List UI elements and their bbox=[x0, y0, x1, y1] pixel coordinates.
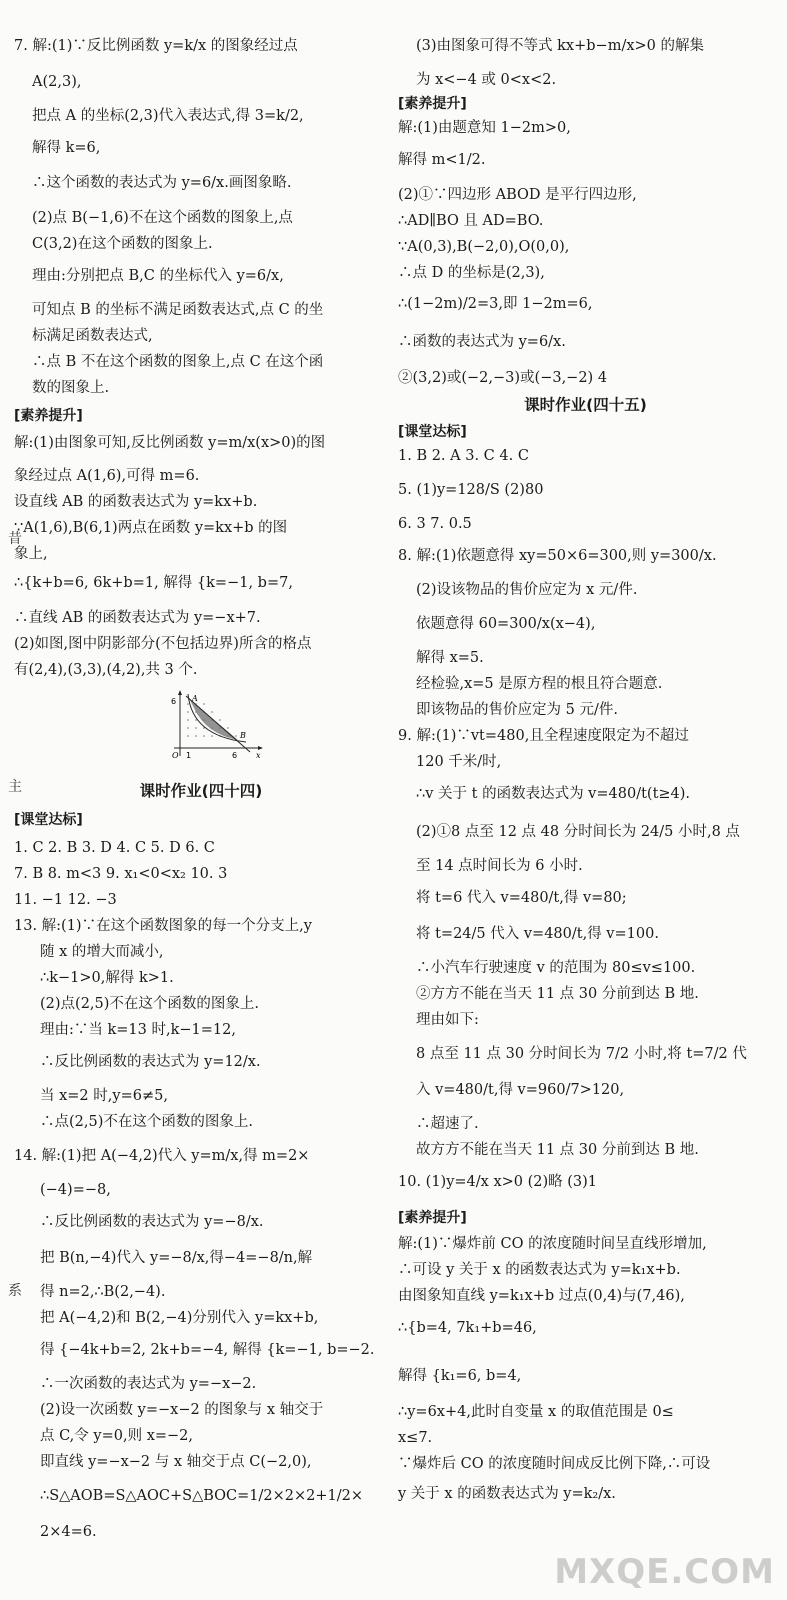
left-line: 得 {−4k+b=2, 2k+b=−4, 解得 {k=−1, b=−2. bbox=[40, 1342, 375, 1358]
right-line: 将 t=6 代入 v=480/t,得 v=80; bbox=[416, 890, 627, 906]
left-line: 11. −1 12. −3 bbox=[14, 892, 117, 908]
left-line: (2)点 B(−1,6)不在这个函数的图象上,点 bbox=[32, 210, 293, 226]
subsection-label: [素养提升] bbox=[398, 96, 467, 112]
left-line: 13. 解:(1)∵在这个函数图象的每一个分支上,y bbox=[14, 918, 312, 934]
left-line: 把 A(−4,2)和 B(2,−4)分别代入 y=kx+b, bbox=[40, 1310, 319, 1326]
left-line: 7. 解:(1)∵反比例函数 y=k/x 的图象经过点 bbox=[14, 38, 298, 54]
right-line: ∴v 关于 t 的函数表达式为 v=480/t(t≥4). bbox=[416, 786, 691, 802]
left-line: 有(2,4),(3,3),(4,2),共 3 个. bbox=[14, 662, 198, 678]
section-heading: 课时作业(四十四) bbox=[139, 782, 263, 800]
right-line: 即该物品的售价应定为 5 元/件. bbox=[416, 702, 618, 718]
left-line: 把点 A 的坐标(2,3)代入表达式,得 3=k/2, bbox=[32, 108, 304, 124]
right-line: ∵爆炸后 CO 的浓度随时间成反比例下降,∴可设 bbox=[398, 1456, 711, 1472]
right-line: ∴超速了. bbox=[416, 1116, 479, 1132]
right-line: (2)①∵四边形 ABOD 是平行四边形, bbox=[398, 187, 637, 203]
right-line: 10. (1)y=4/x x>0 (2)略 (3)1 bbox=[398, 1174, 598, 1190]
tick-label-x6: 6 bbox=[232, 751, 238, 760]
tick-label-x1: 1 bbox=[186, 751, 192, 760]
left-line: 点 C,令 y=0,则 x=−2, bbox=[40, 1428, 194, 1444]
right-line: ∴可设 y 关于 x 的函数表达式为 y=k₁x+b. bbox=[398, 1262, 681, 1278]
right-line: 至 14 点时间长为 6 小时. bbox=[416, 858, 583, 874]
left-line: C(3,2)在这个函数的图象上. bbox=[32, 236, 213, 252]
left-line: (2)设一次函数 y=−x−2 的图象与 x 轴交于 bbox=[40, 1402, 324, 1418]
left-line: ∴直线 AB 的函数表达式为 y=−x+7. bbox=[14, 610, 261, 626]
left-line: 解得 k=6, bbox=[32, 140, 101, 156]
right-line: ∴y=6x+4,此时自变量 x 的取值范围是 0≤ bbox=[398, 1404, 674, 1420]
left-line: 2×4=6. bbox=[40, 1524, 97, 1540]
right-line: (2)设该物品的售价应定为 x 元/件. bbox=[416, 582, 638, 598]
right-line: 8. 解:(1)依题意得 xy=50×6=300,则 y=300/x. bbox=[398, 548, 717, 564]
left-line: ∵A(1,6),B(6,1)两点在函数 y=kx+b 的图 bbox=[14, 520, 288, 536]
left-line: 当 x=2 时,y=6≠5, bbox=[40, 1088, 168, 1104]
left-line: A(2,3), bbox=[32, 74, 82, 90]
section-heading: 课时作业(四十五) bbox=[524, 396, 647, 414]
left-line: 设直线 AB 的函数表达式为 y=kx+b. bbox=[14, 494, 258, 510]
right-line: 为 x<−4 或 0<x<2. bbox=[416, 72, 557, 88]
right-line: 经检验,x=5 是原方程的根且符合题意. bbox=[416, 676, 663, 692]
margin-char: 主 bbox=[8, 779, 22, 795]
right-line: ∴函数的表达式为 y=6/x. bbox=[398, 334, 566, 350]
left-line: 随 x 的增大而减小, bbox=[40, 944, 164, 960]
left-line: 可知点 B 的坐标不满足函数表达式,点 C 的坐 bbox=[32, 302, 324, 318]
left-line: (2)如图,图中阴影部分(不包括边界)所含的格点 bbox=[14, 636, 312, 652]
right-line: y 关于 x 的函数表达式为 y=k₂/x. bbox=[398, 1486, 616, 1502]
point-label-b: B bbox=[240, 731, 246, 740]
subsection-label: [素养提升] bbox=[398, 1210, 467, 1226]
left-line: ∴S△AOB=S△AOC+S△BOC=1/2×2×2+1/2× bbox=[40, 1488, 364, 1504]
right-line: 入 v=480/t,得 v=960/7>120, bbox=[416, 1082, 625, 1098]
right-line: 9. 解:(1)∵vt=480,且全程速度限定为不超过 bbox=[398, 728, 689, 744]
left-line: 解:(1)由图象可知,反比例函数 y=m/x(x>0)的图 bbox=[14, 435, 326, 451]
left-line: ∴反比例函数的表达式为 y=12/x. bbox=[40, 1054, 261, 1070]
left-line: 1. C 2. B 3. D 4. C 5. D 6. C bbox=[14, 840, 215, 856]
right-line: ∵A(0,3),B(−2,0),O(0,0), bbox=[398, 239, 570, 255]
right-line: 解得 {k₁=6, b=4, bbox=[398, 1368, 522, 1384]
left-line: 理由:分别把点 B,C 的坐标代入 y=6/x, bbox=[32, 268, 284, 284]
left-line: 理由:∵当 k=13 时,k−1=12, bbox=[40, 1022, 236, 1038]
tick-label-y6: 6 bbox=[171, 697, 177, 706]
left-line: (−4)=−8, bbox=[40, 1182, 111, 1198]
left-line: ∴反比例函数的表达式为 y=−8/x. bbox=[40, 1214, 264, 1230]
left-line: ∴一次函数的表达式为 y=−x−2. bbox=[40, 1376, 257, 1392]
origin-label: O bbox=[172, 751, 179, 760]
right-line: 8 点至 11 点 30 分时间长为 7/2 小时,将 t=7/2 代 bbox=[416, 1046, 747, 1062]
left-line: 象上, bbox=[14, 546, 48, 562]
right-line: ∴AD∥BO 且 AD=BO. bbox=[398, 213, 544, 229]
graph-figure bbox=[166, 690, 264, 760]
line-ab bbox=[186, 696, 250, 752]
point-label-a: A bbox=[192, 694, 198, 703]
x-axis-arrow bbox=[258, 746, 263, 750]
right-line: 6. 3 7. 0.5 bbox=[398, 516, 472, 532]
left-line: 标满足函数表达式, bbox=[32, 328, 153, 344]
watermark: MXQE.COM bbox=[554, 1552, 775, 1592]
right-line: ∴{b=4, 7k₁+b=46, bbox=[398, 1320, 537, 1336]
left-line: 把 B(n,−4)代入 y=−8/x,得−4=−8/n,解 bbox=[40, 1250, 313, 1266]
left-line: 7. B 8. m<3 9. x₁<0<x₂ 10. 3 bbox=[14, 866, 228, 882]
left-line: ∴k−1>0,解得 k>1. bbox=[40, 970, 174, 986]
left-line: 即直线 y=−x−2 与 x 轴交于点 C(−2,0), bbox=[40, 1454, 312, 1470]
right-line: 5. (1)y=128/S (2)80 bbox=[398, 482, 544, 498]
margin-char: 系 bbox=[8, 1283, 22, 1299]
right-line: ∴点 D 的坐标是(2,3), bbox=[398, 265, 545, 281]
right-line: ∴(1−2m)/2=3,即 1−2m=6, bbox=[398, 296, 593, 312]
left-line: ∴这个函数的表达式为 y=6/x.画图象略. bbox=[32, 175, 292, 191]
subsection-label: [素养提升] bbox=[14, 408, 83, 424]
left-line: 得 n=2,∴B(2,−4). bbox=[40, 1284, 166, 1300]
right-line: 将 t=24/5 代入 v=480/t,得 v=100. bbox=[416, 926, 659, 942]
left-line: 象经过点 A(1,6),可得 m=6. bbox=[14, 468, 200, 484]
subsection-label: [课堂达标] bbox=[398, 424, 467, 440]
subsection-label: [课堂达标] bbox=[14, 812, 83, 828]
right-line: 120 千米/时, bbox=[416, 754, 502, 770]
right-line: (3)由图象可得不等式 kx+b−m/x>0 的解集 bbox=[416, 38, 704, 54]
left-line: 14. 解:(1)把 A(−4,2)代入 y=m/x,得 m=2× bbox=[14, 1148, 310, 1164]
right-line: 故方方不能在当天 11 点 30 分前到达 B 地. bbox=[416, 1142, 699, 1158]
left-line: ∴点 B 不在这个函数的图象上,点 C 在这个函 bbox=[32, 354, 324, 370]
right-line: 1. B 2. A 3. C 4. C bbox=[398, 448, 529, 464]
left-line: ∴{k+b=6, 6k+b=1, 解得 {k=−1, b=7, bbox=[14, 575, 293, 591]
right-line: x≤7. bbox=[398, 1430, 433, 1446]
right-line: 解:(1)∵爆炸前 CO 的浓度随时间呈直线形增加, bbox=[398, 1236, 707, 1252]
right-line: 解:(1)由题意知 1−2m>0, bbox=[398, 120, 571, 136]
left-line: (2)点(2,5)不在这个函数的图象上. bbox=[40, 996, 260, 1012]
right-line: 理由如下: bbox=[416, 1012, 479, 1028]
right-line: (2)①8 点至 12 点 48 分时间长为 24/5 小时,8 点 bbox=[416, 824, 740, 840]
right-line: ②(3,2)或(−2,−3)或(−3,−2) 4 bbox=[398, 370, 608, 386]
axis-label-x: x bbox=[256, 751, 261, 760]
right-line: ②方方不能在当天 11 点 30 分前到达 B 地. bbox=[416, 986, 699, 1002]
right-line: ∴小汽车行驶速度 v 的范围为 80≤v≤100. bbox=[416, 960, 696, 976]
left-line: 数的图象上. bbox=[32, 380, 110, 396]
y-axis-arrow bbox=[178, 690, 182, 695]
right-line: 依题意得 60=300/x(x−4), bbox=[416, 616, 596, 632]
right-line: 解得 m<1/2. bbox=[398, 152, 486, 168]
left-line: ∴点(2,5)不在这个函数的图象上. bbox=[40, 1114, 253, 1130]
margin-char: 昔 bbox=[8, 531, 22, 547]
right-line: 由图象知直线 y=k₁x+b 过点(0,4)与(7,46), bbox=[398, 1288, 685, 1304]
right-line: 解得 x=5. bbox=[416, 650, 484, 666]
